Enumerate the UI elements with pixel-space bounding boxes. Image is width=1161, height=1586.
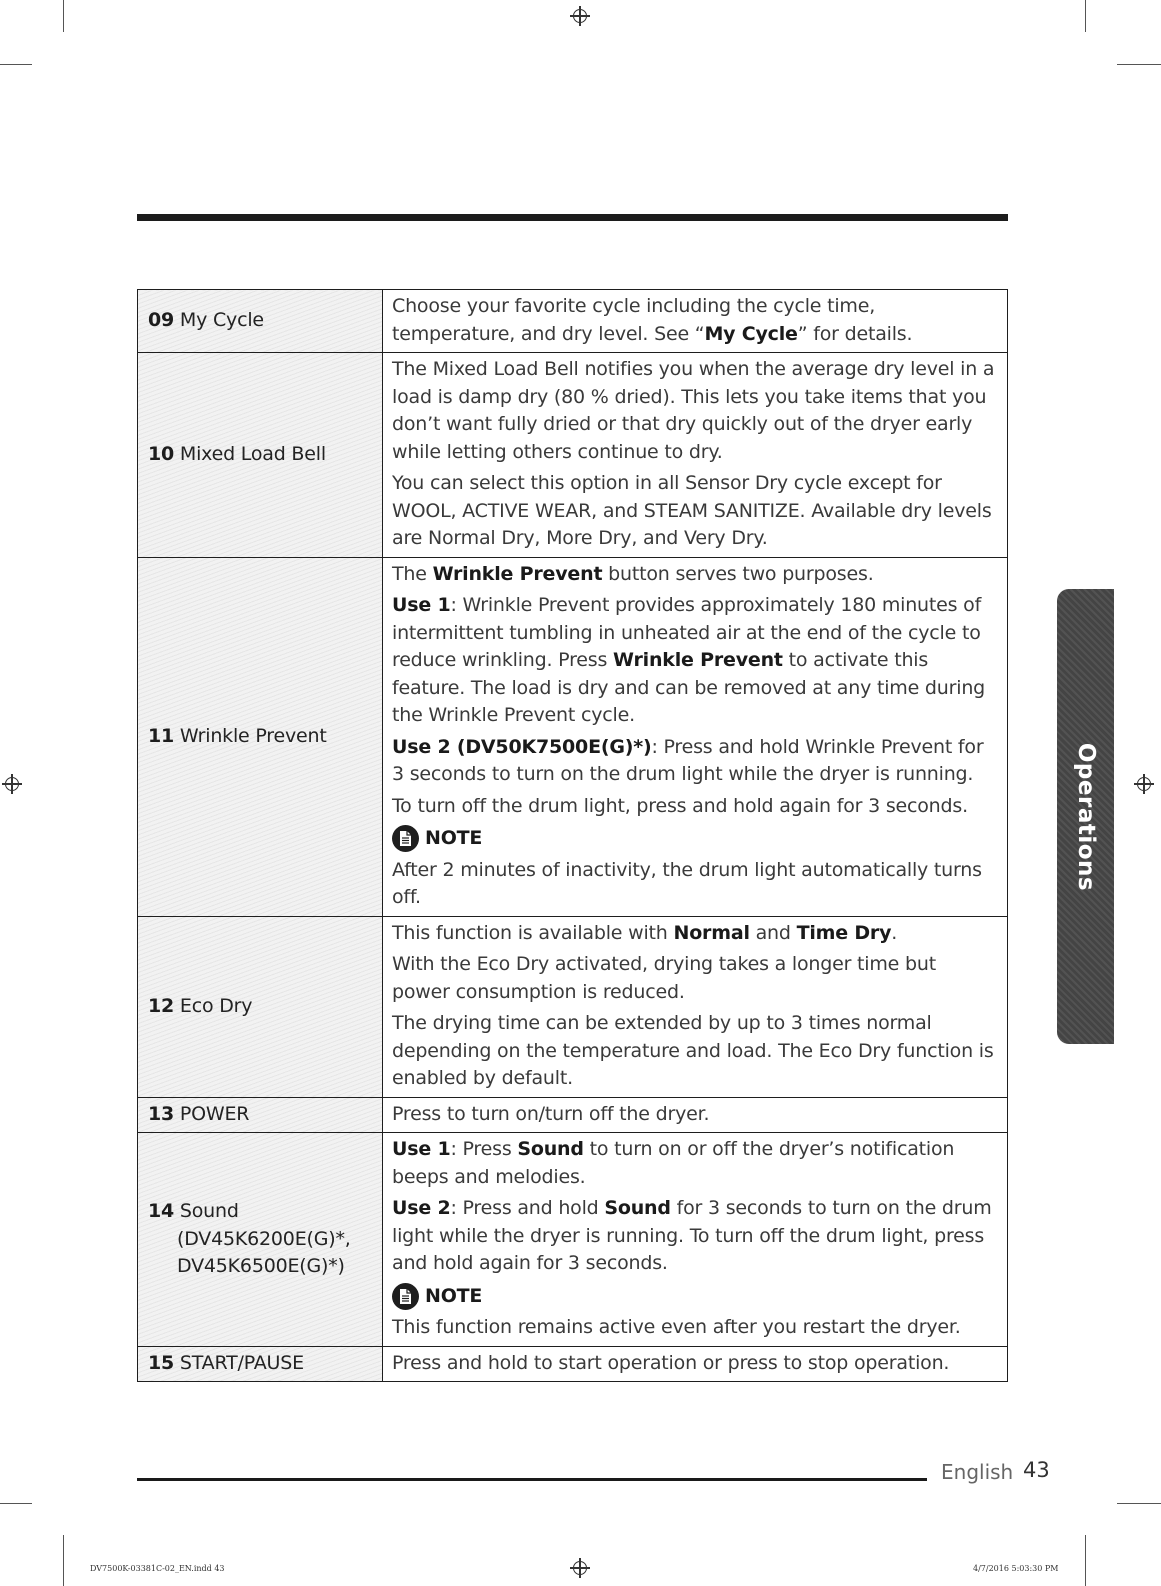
note-icon xyxy=(392,825,419,852)
bold-term: Use 2 (DV50K7500E(G)*) xyxy=(392,735,652,758)
function-description-cell xyxy=(383,290,1008,353)
description-text: to activate this feature. The load is dry and can be removed at any time during the Wrinkle Prevent cycle. xyxy=(392,649,986,726)
table-row xyxy=(138,1346,1008,1382)
table-row xyxy=(138,1097,1008,1133)
description-text: and xyxy=(749,921,797,944)
function-name: Sound xyxy=(179,1200,239,1222)
bold-term: Sound xyxy=(604,1197,671,1219)
table-row xyxy=(138,290,1008,353)
header-rule xyxy=(137,214,1008,221)
crop-mark xyxy=(63,0,64,32)
description-text: : Press xyxy=(450,1138,518,1160)
description-paragraph xyxy=(392,1350,997,1378)
function-model-note: DV45K6500E(G)*) xyxy=(177,1255,345,1277)
description-text: : Press and hold Wrinkle Prevent for 3 seconds to turn on the drum light while the dryer is running. xyxy=(392,735,984,785)
function-model-note: (DV45K6200E(G)*, xyxy=(177,1227,351,1250)
description-paragraph xyxy=(392,293,997,348)
description-paragraph xyxy=(392,951,997,1006)
description-text: : Press and hold xyxy=(450,1197,605,1219)
crop-mark xyxy=(0,64,32,65)
registration-mark-icon xyxy=(2,774,22,794)
description-paragraph xyxy=(392,1195,997,1278)
description-paragraph xyxy=(392,920,997,948)
description-text: This function is available with xyxy=(392,921,674,944)
function-name-cell xyxy=(138,1097,383,1133)
function-name-cell xyxy=(138,1133,383,1347)
crop-mark xyxy=(1085,0,1086,32)
bold-term: Wrinkle Prevent xyxy=(613,649,783,671)
function-description-cell xyxy=(383,353,1008,558)
description-paragraph xyxy=(392,592,997,730)
note-label: NOTE xyxy=(425,1284,483,1307)
function-number: 09 xyxy=(148,309,175,332)
function-table xyxy=(137,289,1008,1382)
footer-rule xyxy=(137,1478,927,1481)
function-name: My Cycle xyxy=(179,309,264,332)
description-paragraph xyxy=(392,1314,997,1342)
note-heading xyxy=(392,825,997,853)
description-paragraph xyxy=(392,857,997,912)
description-text: : Wrinkle Prevent provides approximately 180 minutes of intermittent tumbling in unheated air at the end of the cycle to reduce wrinkling. Press xyxy=(392,594,982,671)
function-name-cell xyxy=(138,557,383,916)
description-text: You can select this option in all Sensor Dry cycle except for WOOL, ACTIVE WEAR, and STEAM SANITIZE. Available dry levels are Normal Dry, More Dry, and Very Dry. xyxy=(392,472,992,549)
bold-term: Use 1 xyxy=(392,1138,451,1160)
function-number: 15 xyxy=(148,1352,175,1374)
description-paragraph xyxy=(392,734,997,789)
function-name: Mixed Load Bell xyxy=(179,443,326,465)
description-paragraph xyxy=(392,793,997,821)
crop-mark xyxy=(1117,64,1161,65)
footer-language: English xyxy=(941,1460,1014,1484)
function-description-cell xyxy=(383,1133,1008,1347)
registration-mark-icon xyxy=(1134,774,1154,794)
bold-term: My Cycle xyxy=(704,322,798,345)
description-paragraph xyxy=(392,561,997,589)
description-paragraph xyxy=(392,470,997,553)
description-text: The Mixed Load Bell notifies you when the average dry level in a load is damp dry (80 % dried). This lets you take items that you don’t want fully dried or that dry quickly out of the dryer early while letting others continue to dry. xyxy=(392,358,995,463)
function-description-cell xyxy=(383,1346,1008,1382)
function-name-cell xyxy=(138,290,383,353)
description-text: The drying time can be extended by up to 3 times normal depending on the temperature and load. The Eco Dry function is enabled by default. xyxy=(392,1012,994,1089)
note-label: NOTE xyxy=(425,827,483,849)
bold-term: Use 2 xyxy=(392,1197,451,1219)
crop-mark xyxy=(1085,1535,1086,1586)
function-name-cell xyxy=(138,916,383,1097)
description-text: The xyxy=(392,562,433,585)
function-name: POWER xyxy=(179,1103,250,1125)
table-row xyxy=(138,353,1008,558)
function-number: 14 xyxy=(148,1200,175,1222)
function-description-cell xyxy=(383,557,1008,916)
function-name: Eco Dry xyxy=(179,994,253,1017)
description-text: This function remains active even after you restart the dryer. xyxy=(392,1316,961,1338)
function-name: Wrinkle Prevent xyxy=(179,724,327,747)
function-name: START/PAUSE xyxy=(179,1352,304,1374)
note-icon xyxy=(392,1283,419,1310)
note-heading xyxy=(392,1283,997,1311)
crop-mark xyxy=(0,1503,32,1504)
description-text: Press and hold to start operation or press to stop operation. xyxy=(392,1351,950,1374)
page-number: 43 xyxy=(1023,1458,1050,1482)
function-number: 10 xyxy=(148,443,175,465)
description-text: Choose your favorite cycle including the cycle time, temperature, and dry level. See “ xyxy=(392,295,876,345)
bold-term: Use 1 xyxy=(392,594,451,616)
description-text: To turn off the drum light, press and hold again for 3 seconds. xyxy=(392,794,968,817)
function-number: 11 xyxy=(148,724,175,747)
description-text: to turn on or off the dryer’s notification beeps and melodies. xyxy=(392,1138,955,1188)
bold-term: Wrinkle Prevent xyxy=(432,562,603,585)
description-paragraph xyxy=(392,1010,997,1093)
description-paragraph xyxy=(392,1136,997,1191)
registration-mark-icon xyxy=(570,6,590,26)
description-text: for 3 seconds to turn on the drum light while the dryer is running. To turn off the drum light, press and hold again for 3 seconds. xyxy=(392,1197,992,1274)
function-description-cell xyxy=(383,1097,1008,1133)
description-paragraph xyxy=(392,356,997,466)
description-text: With the Eco Dry activated, drying takes a longer time but power consumption is reduced. xyxy=(392,953,936,1003)
function-number: 13 xyxy=(148,1103,175,1125)
bold-term: Sound xyxy=(517,1138,584,1160)
table-row xyxy=(138,1133,1008,1347)
description-text: Press to turn on/turn off the dryer. xyxy=(392,1102,710,1125)
section-tab-label: Operations xyxy=(1072,742,1099,891)
bold-term: Normal xyxy=(673,921,750,944)
bold-term: Time Dry xyxy=(796,921,892,944)
table-row xyxy=(138,557,1008,916)
description-paragraph xyxy=(392,1101,997,1129)
description-text: . xyxy=(891,921,898,944)
print-datetime: 4/7/2016 5:03:30 PM xyxy=(973,1564,1059,1573)
description-text: ” for details. xyxy=(797,322,913,345)
print-file-info: DV7500K-03381C-02_EN.indd 43 xyxy=(90,1564,225,1573)
table-row xyxy=(138,916,1008,1097)
section-tab xyxy=(1057,589,1114,1044)
description-text: After 2 minutes of inactivity, the drum light automatically turns off. xyxy=(392,858,982,908)
function-name-cell xyxy=(138,353,383,558)
crop-mark xyxy=(63,1535,64,1586)
function-number: 12 xyxy=(148,994,175,1017)
crop-mark xyxy=(1117,1503,1161,1504)
function-name-cell xyxy=(138,1346,383,1382)
description-text: button serves two purposes. xyxy=(602,562,874,585)
function-description-cell xyxy=(383,916,1008,1097)
registration-mark-icon xyxy=(570,1558,590,1578)
